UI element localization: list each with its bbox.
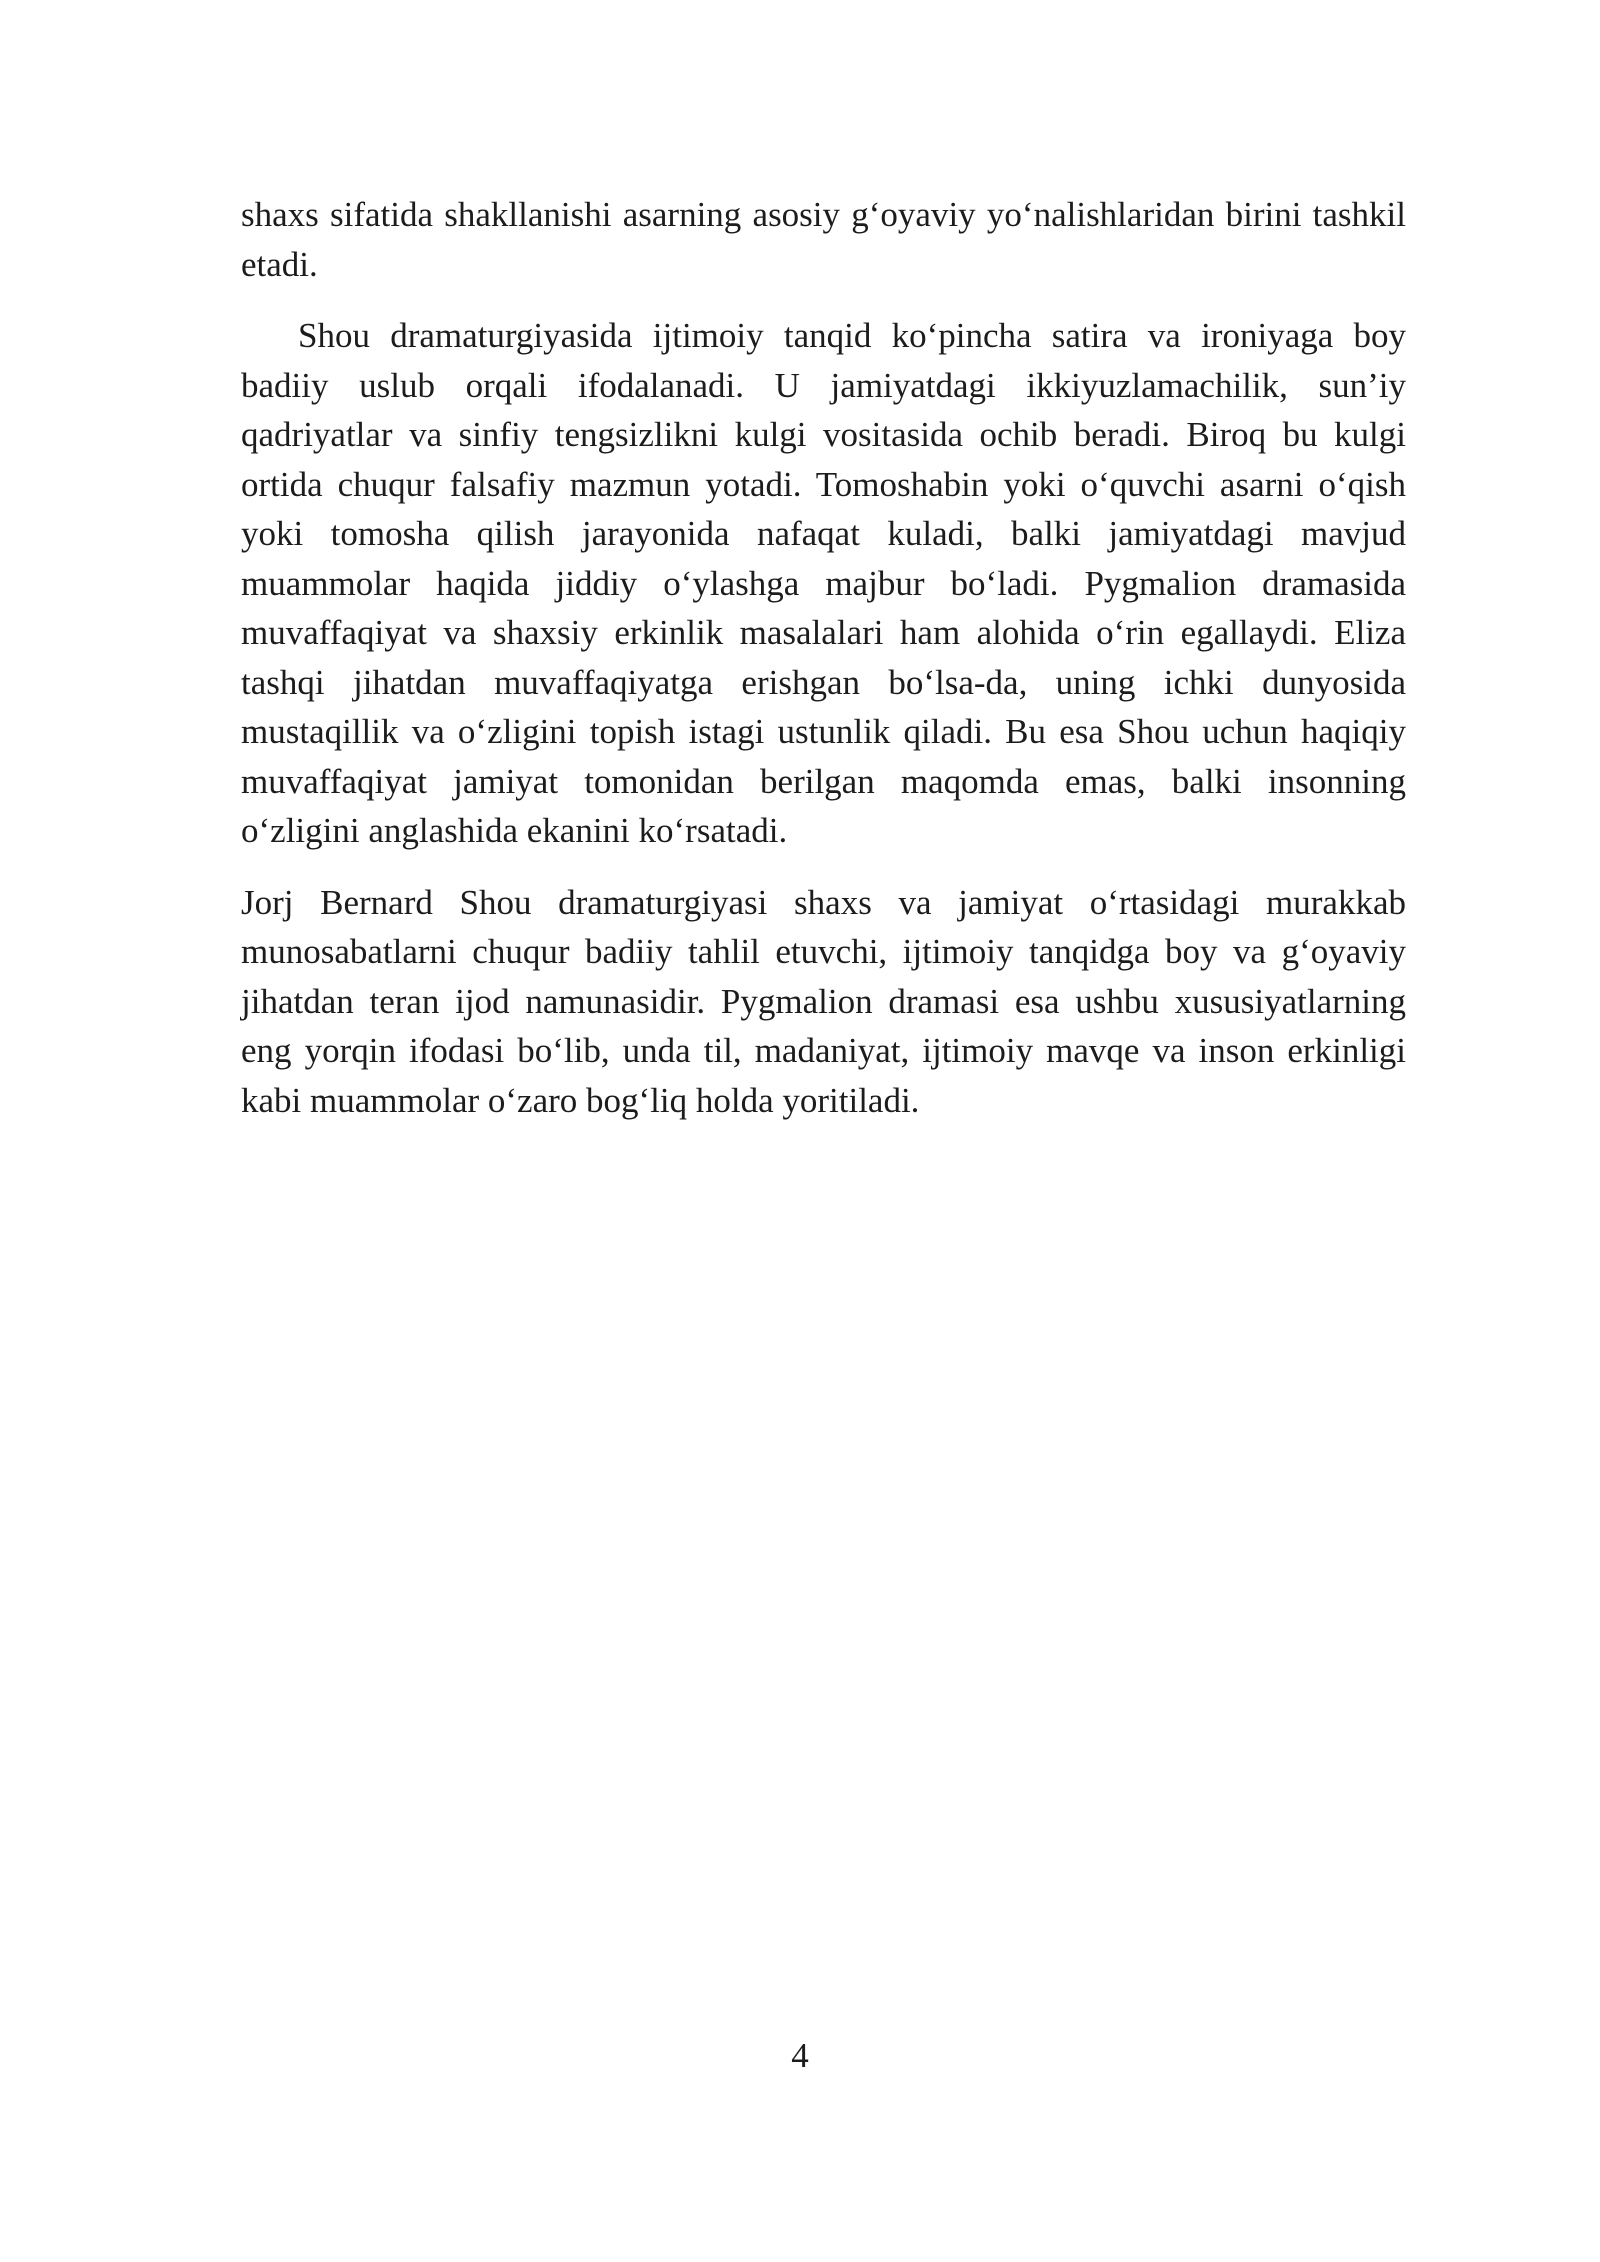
page-number: 4 — [791, 2036, 809, 2075]
body-text — [241, 190, 1406, 1147]
paragraph-continuation: shaxs sifatida shakllanishi asarning asosiy g‘oyaviy yo‘nalishlaridan birini tashkil etadi. — [241, 195, 1406, 284]
paragraph-conclusion: Jorj Bernard Shou dramaturgiyasi shaxs va jamiyat o‘rtasidagi murakkab munosabatlarni chuqur badiiy tahlil etuvchi, ijtimoiy tanqidga boy va g‘oyaviy jihatdan teran ijod namunasidir. Pygmalion dramasi esa ushbu xususiyatlarning eng yorqin ifodasi bo‘lib, unda til, madaniyat, ijtimoiy mavqe va inson erkinligi kabi muammolar o‘zaro bog‘liq holda yoritiladi. — [241, 882, 1406, 1120]
paragraph-social-critique: Shou dramaturgiyasida ijtimoiy tanqid ko‘pincha satira va ironiyaga boy badiiy uslub orqali ifodalanadi. U jamiyatdagi ikkiyuzlamachilik, sun’iy qadriyatlar va sinfiy tengsizlikni kulgi vositasida ochib beradi. Biroq bu kulgi ortida chuqur falsafiy mazmun yotadi. Tomoshabin yoki o‘quvchi asarni o‘qish yoki tomosha qilish jarayonida nafaqat kuladi, balki jamiyatdagi mavjud muammolar haqida jiddiy o‘ylashga majbur bo‘ladi. Pygmalion dramasida muvaffaqiyat va shaxsiy erkinlik masalalari ham alohida o‘rin egallaydi. Eliza tashqi jihatdan muvaffaqiyatga erishgan bo‘lsa-da, uning ichki dunyosida mustaqillik va o‘zligini topish istagi ustunlik qiladi. Bu esa Shou uchun haqiqiy muvaffaqiyat jamiyat tomonidan berilgan maqomda emas, balki insonning o‘zligini anglashida ekanini ko‘rsatadi. — [241, 316, 1406, 850]
